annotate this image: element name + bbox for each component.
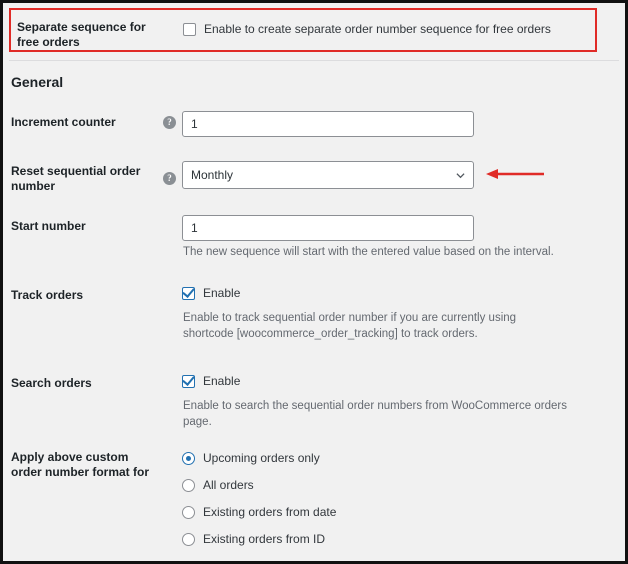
increment-counter-label: Increment counter bbox=[11, 115, 116, 129]
search-orders-checkbox-label: Enable bbox=[203, 374, 241, 388]
separate-sequence-checkbox-wrap[interactable] bbox=[183, 23, 551, 36]
separate-sequence-row-highlight bbox=[9, 8, 597, 52]
search-orders-checkbox[interactable] bbox=[182, 375, 195, 388]
increment-counter-row bbox=[3, 108, 625, 142]
track-orders-checkbox[interactable] bbox=[182, 287, 195, 300]
chevron-down-icon bbox=[456, 171, 465, 180]
apply-format-option-label: All orders bbox=[203, 478, 254, 492]
radio-all-orders[interactable] bbox=[182, 479, 195, 492]
start-number-row bbox=[3, 211, 625, 261]
separate-sequence-checkbox[interactable] bbox=[183, 23, 196, 36]
apply-format-option-label: Existing orders from ID bbox=[203, 532, 326, 546]
search-orders-label: Search orders bbox=[11, 376, 92, 390]
help-circle-icon[interactable]: ? bbox=[163, 116, 176, 129]
start-number-label: Start number bbox=[11, 219, 86, 233]
search-orders-row bbox=[3, 374, 625, 428]
start-number-hint: The new sequence will start with the entered value based on the interval. bbox=[183, 246, 554, 258]
apply-format-option-upcoming[interactable] bbox=[182, 452, 320, 465]
radio-existing-orders-from-id[interactable] bbox=[182, 533, 195, 546]
settings-panel bbox=[3, 3, 625, 561]
track-orders-hint: Enable to track sequential order number if you are currently using shortcode [woocommerce_order_tracking] to track orders. bbox=[183, 312, 517, 340]
track-orders-label: Track orders bbox=[11, 288, 84, 302]
apply-format-option-label: Upcoming orders only bbox=[203, 451, 320, 465]
apply-format-option-label: Existing orders from date bbox=[203, 505, 337, 519]
search-orders-checkbox-wrap[interactable] bbox=[182, 375, 240, 388]
start-number-input[interactable]: 1 bbox=[182, 215, 474, 241]
reset-sequential-select[interactable] bbox=[182, 161, 474, 189]
apply-format-option-from-id[interactable] bbox=[182, 533, 325, 546]
track-orders-checkbox-wrap[interactable] bbox=[182, 287, 240, 300]
help-circle-icon[interactable]: ? bbox=[163, 172, 176, 185]
left-arrow-annotation bbox=[484, 166, 546, 182]
apply-format-option-all[interactable] bbox=[182, 479, 254, 492]
general-section-title: General bbox=[11, 74, 64, 90]
reset-sequential-selected-value: Monthly bbox=[191, 168, 234, 182]
radio-existing-orders-from-date[interactable] bbox=[182, 506, 195, 519]
track-orders-checkbox-label: Enable bbox=[203, 286, 241, 300]
apply-format-label: Apply above custom order number format for bbox=[11, 450, 150, 479]
apply-format-option-from-date[interactable] bbox=[182, 506, 336, 519]
search-orders-hint: Enable to search the sequential order numbers from WooCommerce orders page. bbox=[183, 400, 567, 428]
increment-counter-input[interactable]: 1 bbox=[182, 111, 474, 137]
separate-sequence-label: Separate sequence for free orders bbox=[17, 20, 146, 49]
apply-format-row bbox=[3, 446, 625, 556]
reset-sequential-label: Reset sequential order number bbox=[11, 164, 141, 193]
separate-sequence-checkbox-label: Enable to create separate order number sequence for free orders bbox=[204, 22, 551, 36]
track-orders-row bbox=[3, 286, 625, 351]
section-divider bbox=[9, 60, 619, 61]
radio-upcoming-orders-only[interactable] bbox=[182, 452, 195, 465]
